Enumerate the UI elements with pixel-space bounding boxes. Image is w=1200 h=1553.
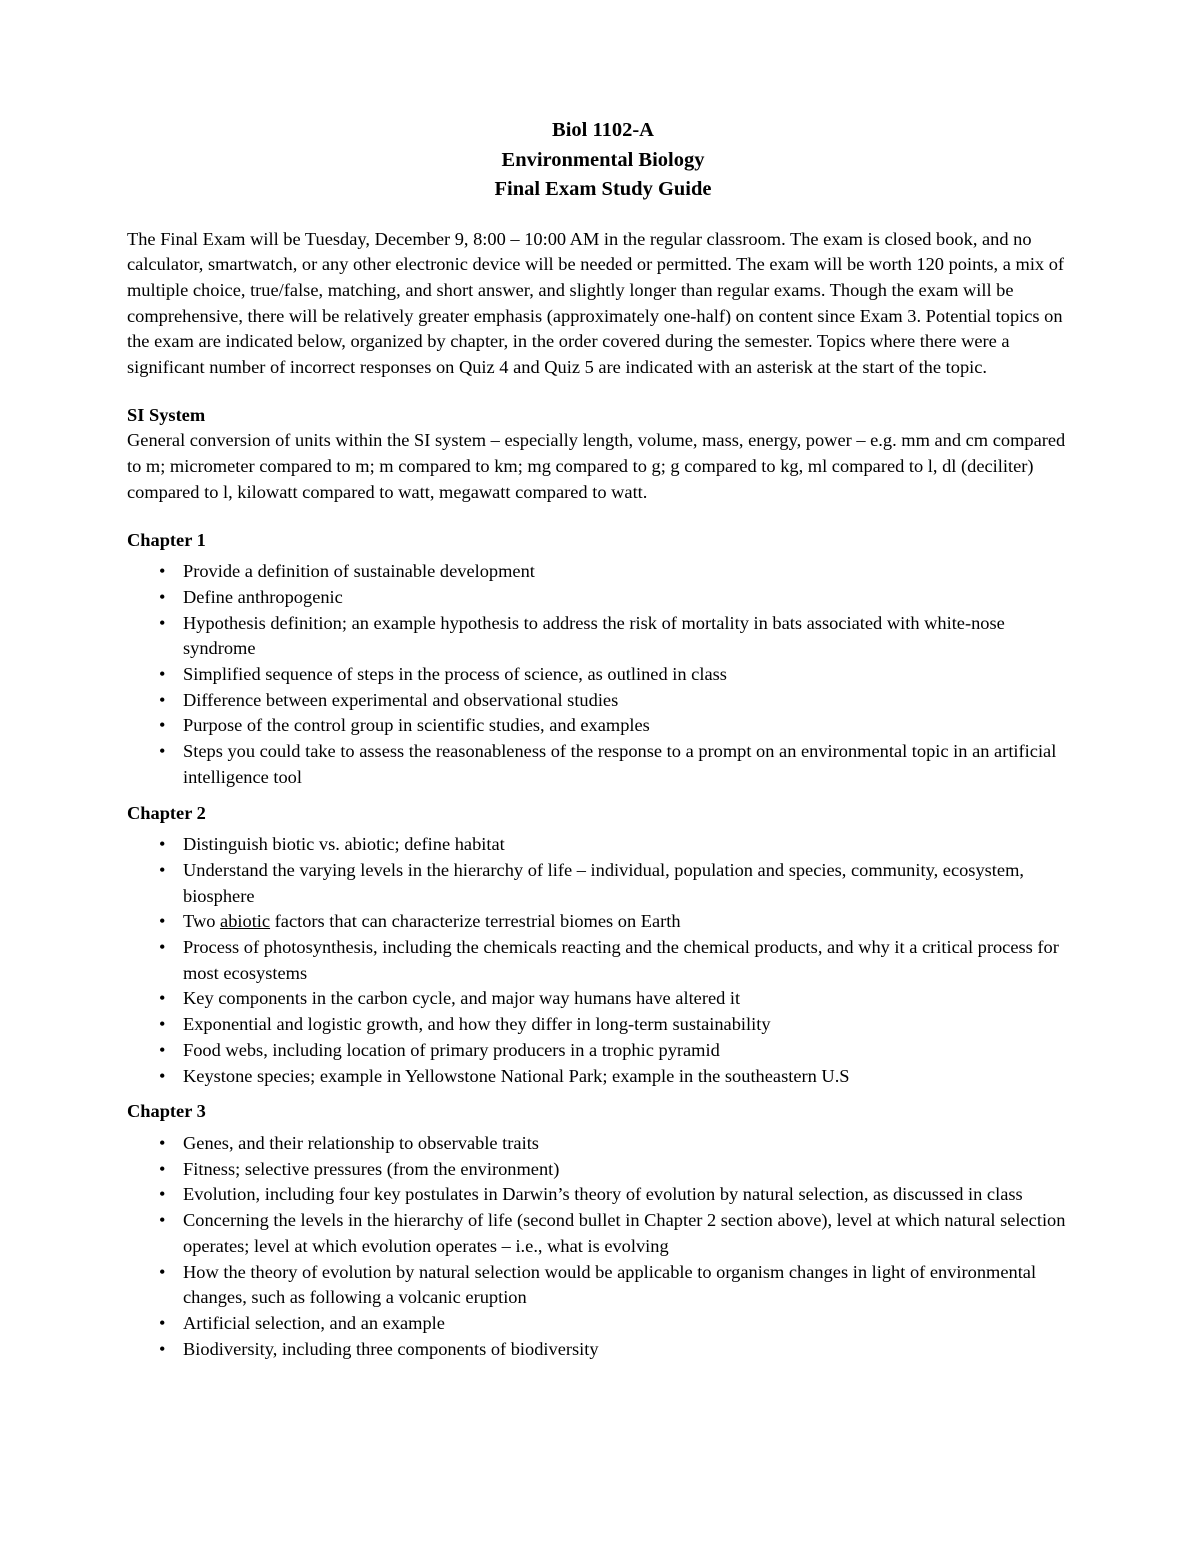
list-item: • Artificial selection, and an example <box>183 1311 1079 1337</box>
item-text: factors that can characterize terrestrial biomes on Earth <box>270 911 681 932</box>
si-text: General conversion of units within the SI system – especially length, volume, mass, energy, power – e.g. mm and cm compared to m; micrometer compared to m; m compared to km; mg compared to g; g compared to kg, ml compared to l, dl (deciliter) compared to l, kilowatt compared to watt, megawatt compared to watt. <box>127 430 1066 502</box>
list-item: • Food webs, including location of primary producers in a trophic pyramid <box>183 1038 1079 1064</box>
document-page <box>127 116 1079 1372</box>
chapter-1-heading: Chapter 1 <box>127 529 206 550</box>
item-text: Two <box>183 911 221 932</box>
list-item: • Exponential and logistic growth, and how they differ in long-term sustainability <box>183 1012 1079 1038</box>
list-item: • Define anthropogenic <box>183 585 1079 611</box>
course-code: Biol 1102-A <box>552 119 654 141</box>
document-title: Final Exam Study Guide <box>494 178 712 200</box>
list-item: • Purpose of the control group in scientific studies, and examples <box>183 713 1079 739</box>
si-heading: SI System <box>127 404 206 425</box>
chapter-3-list <box>127 1131 1079 1362</box>
list-item: • How the theory of evolution by natural selection would be applicable to organism changes in light of environmental changes, such as following a volcanic eruption <box>183 1260 1079 1311</box>
list-item: • Key components in the carbon cycle, and major way humans have altered it <box>183 986 1079 1012</box>
list-item: • Provide a definition of sustainable development <box>183 559 1079 585</box>
chapter-1-section <box>127 528 1079 791</box>
list-item: • Evolution, including four key postulates in Darwin’s theory of evolution by natural selection, as discussed in class <box>183 1182 1079 1208</box>
list-item: • Keystone species; example in Yellowstone National Park; example in the southeastern U.S <box>183 1064 1079 1090</box>
list-item: • Genes, and their relationship to observable traits <box>183 1131 1079 1157</box>
list-item: • Process of photosynthesis, including the chemicals reacting and the chemical products, and why it a critical process for most ecosystems <box>183 935 1079 986</box>
si-section <box>127 403 1079 506</box>
chapter-1-list <box>127 559 1079 790</box>
list-item: • Simplified sequence of steps in the process of science, as outlined in class <box>183 662 1079 688</box>
list-item: • Hypothesis definition; an example hypothesis to address the risk of mortality in bats associated with white-nose syndrome <box>183 611 1079 662</box>
list-item: • Biodiversity, including three components of biodiversity <box>183 1337 1079 1363</box>
chapter-2-section <box>127 801 1079 1090</box>
list-item <box>183 909 1079 935</box>
list-item: • Steps you could take to assess the reasonableness of the response to a prompt on an environmental topic in an artificial intelligence tool <box>183 739 1079 790</box>
list-item: • Distinguish biotic vs. abiotic; define habitat <box>183 832 1079 858</box>
list-item: • Fitness; selective pressures (from the environment) <box>183 1157 1079 1183</box>
list-item: • Difference between experimental and observational studies <box>183 688 1079 714</box>
list-item: • Understand the varying levels in the hierarchy of life – individual, population and species, community, ecosystem, biosphere <box>183 858 1079 909</box>
chapter-3-heading: Chapter 3 <box>127 1101 206 1122</box>
course-name: Environmental Biology <box>501 148 705 171</box>
title-block <box>127 116 1079 205</box>
underlined-term: abiotic <box>220 911 271 932</box>
chapter-3-section <box>127 1099 1079 1362</box>
chapter-2-heading: Chapter 2 <box>127 802 206 823</box>
intro-paragraph: The Final Exam will be Tuesday, December 9, 8:00 – 10:00 AM in the regular classroom. The exam is closed book, and no calculator, smartwatch, or any other electronic device will be needed or permitted. The exam will be worth 120 points, a mix of multiple choice, true/false, matching, and short answer, and slightly longer than regular exams. Though the exam will be comprehensive, there will be relatively greater emphasis (approximately one-half) on content since Exam 3. Potential topics on the exam are indicated below, organized by chapter, in the order covered during the semester. Topics where there were a significant number of incorrect responses on Quiz 4 and Quiz 5 are indicated with an asterisk at the start of the topic. <box>127 228 1065 378</box>
list-item: • Concerning the levels in the hierarchy of life (second bullet in Chapter 2 section above), level at which natural selection operates; level at which evolution operates – i.e., what is evolving <box>183 1208 1079 1259</box>
chapter-2-list <box>127 832 1079 1089</box>
